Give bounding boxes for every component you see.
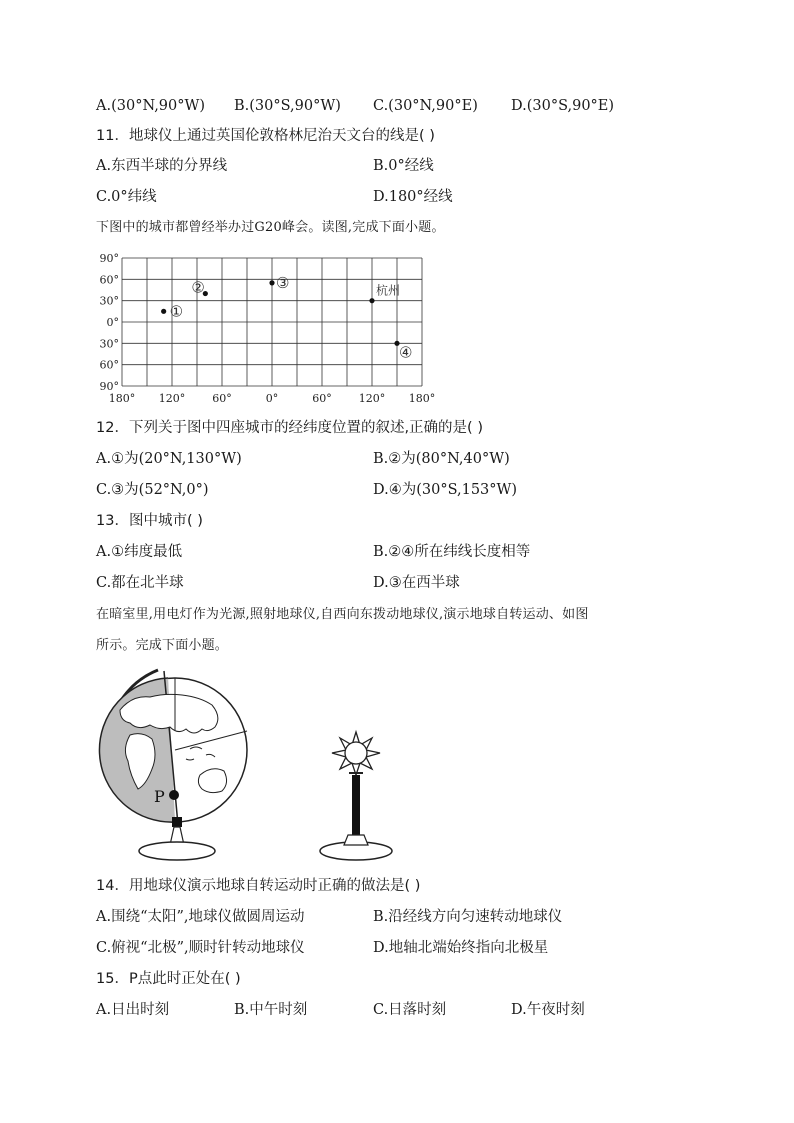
q11-option-a[interactable]: A.东西半球的分界线 <box>96 158 228 174</box>
grid-x-labels <box>109 392 436 405</box>
city-point-label: 杭州 <box>376 283 401 298</box>
q14-option-b[interactable]: B.沿经线方向匀速转动地球仪 <box>373 909 563 925</box>
q13-option-a[interactable]: A.①纬度最低 <box>96 544 183 560</box>
city-point-marker <box>269 280 274 285</box>
q15-option-d[interactable]: D.午夜时刻 <box>511 1002 585 1018</box>
city-point-label: ③ <box>276 273 290 292</box>
q15-option-a[interactable]: A.日出时刻 <box>96 1002 170 1018</box>
point-p-label: P <box>154 787 165 806</box>
city-point-label: ④ <box>399 343 413 362</box>
q12-option-b[interactable]: B.②为(80°N,40°W) <box>373 451 510 467</box>
lamp-sun-icon <box>332 732 380 775</box>
grid-x-tick-label: 180° <box>408 392 436 405</box>
q13-option-d[interactable]: D.③在西半球 <box>373 575 460 591</box>
q12-option-c[interactable]: C.③为(52°N,0°) <box>96 482 209 498</box>
q15-option-c[interactable]: C.日落时刻 <box>373 1002 447 1018</box>
grid-x-tick-label: 60° <box>312 392 332 405</box>
q10-option-c[interactable]: C.(30°N,90°E) <box>373 98 478 114</box>
intro-globe-line2: 所示。完成下面小题。 <box>96 638 229 653</box>
grid-x-tick-label: 120° <box>358 392 386 405</box>
grid-y-tick-label: 0° <box>106 316 119 329</box>
point-p-marker <box>169 790 179 800</box>
city-point-marker <box>161 309 166 314</box>
grid-x-tick-label: 60° <box>212 392 232 405</box>
q11-option-b[interactable]: B.0°经线 <box>373 158 434 174</box>
q15-option-b[interactable]: B.中午时刻 <box>234 1002 308 1018</box>
lamp-bulb <box>345 742 367 764</box>
lat-lon-grid-figure <box>90 250 450 408</box>
q10-option-d[interactable]: D.(30°S,90°E) <box>511 98 615 114</box>
grid-y-tick-label: 90° <box>99 380 119 393</box>
intro-globe-line1: 在暗室里,用电灯作为光源,照射地球仪,自西向东拨动地球仪,演示地球自转运动、如图 <box>96 607 589 622</box>
q14-option-d[interactable]: D.地轴北端始终指向北极星 <box>373 940 549 956</box>
q10-option-a[interactable]: A.(30°N,90°W) <box>96 98 206 114</box>
globe-stand-base <box>139 842 215 860</box>
city-point-label: ② <box>191 278 205 297</box>
q12-stem: 12．下列关于图中四座城市的经纬度位置的叙述,正确的是( ) <box>96 420 483 436</box>
grid-points <box>161 274 412 361</box>
globe-stand-neck <box>172 817 182 827</box>
grid-y-tick-label: 90° <box>99 252 119 265</box>
grid-y-tick-label: 30° <box>99 294 119 308</box>
grid-y-tick-label: 30° <box>99 337 119 351</box>
city-point-marker <box>369 298 374 303</box>
q14-stem: 14．用地球仪演示地球自转运动时正确的做法是( ) <box>96 878 421 894</box>
lamp-stand-arm <box>352 775 360 835</box>
grid-y-tick-label: 60° <box>99 358 119 372</box>
q13-option-b[interactable]: B.②④所在纬线长度相等 <box>373 544 531 560</box>
q11-stem: 11．地球仪上通过英国伦敦格林尼治天文台的线是( ) <box>96 128 435 144</box>
q12-option-d[interactable]: D.④为(30°S,153°W) <box>373 482 518 498</box>
q14-option-c[interactable]: C.俯视“北极”,顺时针转动地球仪 <box>96 940 305 956</box>
grid-y-tick-label: 60° <box>99 273 119 287</box>
q10-option-b[interactable]: B.(30°S,90°W) <box>234 98 341 114</box>
q14-option-a[interactable]: A.围绕“太阳”,地球仪做圆周运动 <box>96 909 305 925</box>
grid-x-tick-label: 120° <box>158 392 186 405</box>
q13-option-c[interactable]: C.都在北半球 <box>96 575 184 591</box>
q12-option-a[interactable]: A.①为(20°N,130°W) <box>96 451 242 467</box>
grid-lines <box>122 258 422 386</box>
intro-g20: 下图中的城市都曾经举办过G20峰会。读图,完成下面小题。 <box>96 220 445 235</box>
grid-y-labels <box>100 252 120 393</box>
q11-option-d[interactable]: D.180°经线 <box>373 189 453 205</box>
q15-stem: 15．P点此时正处在( ) <box>96 971 241 987</box>
globe-and-lamp-figure <box>90 665 410 870</box>
q11-option-c[interactable]: C.0°纬线 <box>96 189 157 205</box>
q13-stem: 13．图中城市( ) <box>96 513 203 529</box>
grid-x-tick-label: 180° <box>108 392 136 405</box>
city-point-label: ① <box>169 302 184 321</box>
grid-x-tick-label: 0° <box>265 392 279 405</box>
